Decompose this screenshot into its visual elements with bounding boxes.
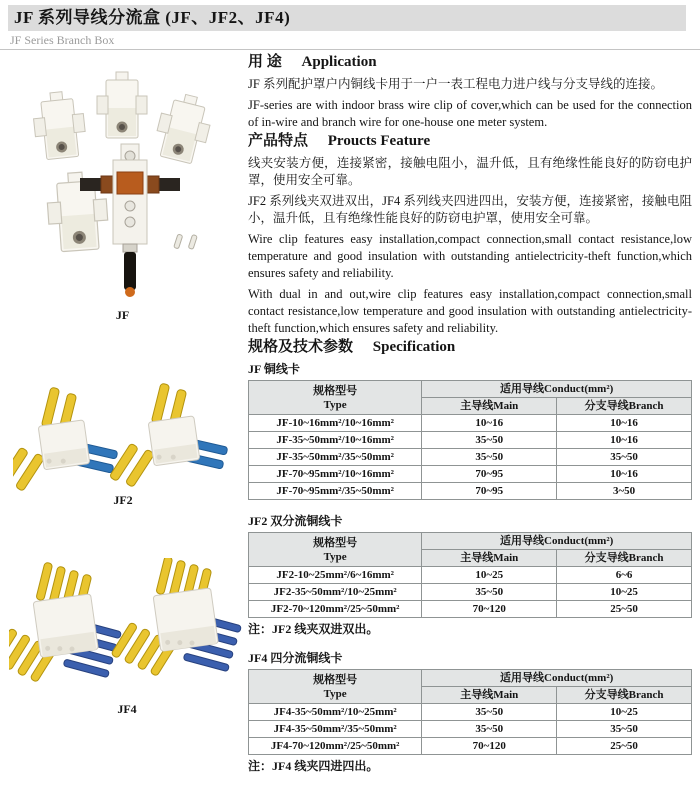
table-cell-branch-header: 分支导线Branch bbox=[557, 687, 692, 704]
table-row bbox=[249, 449, 692, 466]
table-cell: JF-35~50mm²/10~16mm² bbox=[249, 432, 422, 449]
jf-metal-terminals bbox=[173, 234, 197, 249]
table-cell: JF-70~95mm²/35~50mm² bbox=[249, 483, 422, 500]
table-cell: JF4-35~50mm²/35~50mm² bbox=[249, 721, 422, 738]
table-cell: 10~25 bbox=[557, 584, 692, 601]
table-cell: 35~50 bbox=[422, 449, 557, 466]
table-cell: 35~50 bbox=[422, 584, 557, 601]
table-cell-conduct-header: 适用导线Conduct(mm²) bbox=[422, 670, 692, 687]
table-row bbox=[249, 415, 692, 432]
page-title: JF 系列导线分流盒 (JF、JF2、JF4) bbox=[8, 5, 686, 31]
table-cell-type-header bbox=[249, 533, 422, 567]
jf-spec-table bbox=[248, 380, 692, 500]
features-text-en-1: Wire clip features easy installation,compact connection,small contact resistance,low temperature and good insulation with outstanding antielectricity-theft function,which ensures safety and reliability. bbox=[248, 232, 692, 280]
jf4-spec-table bbox=[248, 669, 692, 755]
jf4-table-caption: JF4 四分流铜线卡 bbox=[248, 651, 343, 665]
table-cell: JF2-35~50mm²/10~25mm² bbox=[249, 584, 422, 601]
page-subtitle: JF Series Branch Box bbox=[10, 33, 115, 47]
jf4-product-photo bbox=[9, 558, 245, 700]
table-row bbox=[249, 466, 692, 483]
table-cell: JF-70~95mm²/10~16mm² bbox=[249, 466, 422, 483]
jf2-product-photo bbox=[13, 383, 233, 491]
jf2-table-note: 注：JF2 线夹双进双出。 bbox=[248, 622, 379, 636]
type-header-en: Type bbox=[323, 550, 347, 563]
features-text-zh-2: JF2 系列线夹双进双出，JF4 系列线夹四进四出，安装方便，连接紧密，接触电阻小，温升低，且有绝缘性能良好的防窃电护罩，使用安全可靠。 bbox=[248, 194, 692, 225]
jf4-connector-right bbox=[111, 558, 242, 676]
table-cell-type-header bbox=[249, 381, 422, 415]
jf4-connector-left bbox=[9, 562, 121, 682]
header-divider bbox=[0, 49, 700, 50]
table-cell: 35~50 bbox=[557, 721, 692, 738]
specification-heading bbox=[248, 337, 692, 357]
application-text-zh: JF 系列配护罩户内铜线卡用于一户一表工程电力进户线与分支导线的连接。 bbox=[248, 77, 663, 91]
jf-clip-top-left bbox=[31, 90, 88, 161]
table-cell: 70~95 bbox=[422, 483, 557, 500]
figure-jf bbox=[15, 62, 230, 323]
table-header-row bbox=[249, 533, 692, 550]
table-cell-main-header: 主导线Main bbox=[422, 687, 557, 704]
table-cell: 10~16 bbox=[557, 415, 692, 432]
type-header-zh: 规格型号 bbox=[313, 673, 358, 686]
table-cell: JF2-70~120mm²/25~50mm² bbox=[249, 601, 422, 618]
features-heading bbox=[248, 131, 692, 151]
table-cell: 70~95 bbox=[422, 466, 557, 483]
table-row bbox=[249, 432, 692, 449]
table-row bbox=[249, 483, 692, 500]
jf2-table-caption: JF2 双分流铜线卡 bbox=[248, 514, 343, 528]
table-cell: 35~50 bbox=[557, 449, 692, 466]
jf2-connector-left bbox=[13, 387, 118, 491]
application-heading-zh: 用 途 bbox=[248, 54, 282, 70]
table-cell: 10~25 bbox=[557, 704, 692, 721]
table-cell-conduct-header: 适用导线Conduct(mm²) bbox=[422, 381, 692, 398]
table-cell-branch-header: 分支导线Branch bbox=[557, 550, 692, 567]
table-cell: 70~120 bbox=[422, 738, 557, 755]
table-cell: 25~50 bbox=[557, 601, 692, 618]
features-heading-en: Proucts Feature bbox=[327, 133, 431, 149]
table-cell-main-header: 主导线Main bbox=[422, 550, 557, 567]
application-heading bbox=[248, 52, 692, 72]
type-header-en: Type bbox=[323, 687, 347, 700]
table-cell-branch-header: 分支导线Branch bbox=[557, 398, 692, 415]
table-cell: JF4-70~120mm²/25~50mm² bbox=[249, 738, 422, 755]
content-column bbox=[248, 52, 692, 774]
application-text-en: JF-series are with indoor brass wire clip of cover,which can be used for the connection of in-wire and branch wire for one-house one meter system. bbox=[248, 98, 692, 129]
jf-figure-label: JF bbox=[115, 308, 130, 322]
features-text-zh-1: 线夹安装方便，连接紧密，接触电阻小，温升低，且有绝缘性能良好的防窃电护罩，使用安全可靠。 bbox=[248, 156, 692, 187]
table-cell: 35~50 bbox=[422, 721, 557, 738]
table-row bbox=[249, 738, 692, 755]
type-header-en: Type bbox=[323, 398, 347, 411]
type-header-zh: 规格型号 bbox=[313, 536, 358, 549]
jf-product-photo bbox=[18, 62, 228, 306]
table-cell: 3~50 bbox=[557, 483, 692, 500]
jf2-connector-right bbox=[109, 383, 228, 487]
table-cell: 25~50 bbox=[557, 738, 692, 755]
table-cell: JF2-10~25mm²/6~16mm² bbox=[249, 567, 422, 584]
table-cell: 35~50 bbox=[422, 704, 557, 721]
type-header-zh: 规格型号 bbox=[313, 384, 358, 397]
specification-heading-en: Specification bbox=[372, 339, 456, 355]
table-cell: 35~50 bbox=[422, 432, 557, 449]
table-cell-conduct-header: 适用导线Conduct(mm²) bbox=[422, 533, 692, 550]
table-cell: 10~25 bbox=[422, 567, 557, 584]
table-header-row bbox=[249, 670, 692, 687]
table-cell: JF-35~50mm²/35~50mm² bbox=[249, 449, 422, 466]
jf4-table-note: 注：JF4 线夹四进四出。 bbox=[248, 759, 379, 773]
jf-clip-top-right bbox=[151, 90, 215, 166]
features-heading-zh: 产品特点 bbox=[248, 133, 309, 149]
table-row bbox=[249, 601, 692, 618]
figure-jf2 bbox=[12, 383, 234, 508]
table-cell: 70~120 bbox=[422, 601, 557, 618]
jf-table-caption: JF 铜线卡 bbox=[248, 362, 300, 376]
table-cell: JF4-35~50mm²/10~25mm² bbox=[249, 704, 422, 721]
figure-jf4 bbox=[8, 558, 246, 717]
table-cell: 6~6 bbox=[557, 567, 692, 584]
jf4-figure-label: JF4 bbox=[117, 702, 137, 716]
application-heading-en: Application bbox=[301, 54, 377, 70]
jf2-figure-label: JF2 bbox=[113, 493, 133, 507]
specification-heading-zh: 规格及技术参数 bbox=[248, 339, 354, 355]
table-cell: 10~16 bbox=[557, 466, 692, 483]
table-cell: 10~16 bbox=[557, 432, 692, 449]
table-cell-type-header bbox=[249, 670, 422, 704]
table-cell: 10~16 bbox=[422, 415, 557, 432]
table-row bbox=[249, 721, 692, 738]
features-text-en-2: With dual in and out,wire clip features easy installation,compact connection,small contact resistance,low temperature and good insulation with outstanding antielectricity-theft function,which ensures safety and reliability. bbox=[248, 287, 692, 335]
table-cell: JF-10~16mm²/10~16mm² bbox=[249, 415, 422, 432]
jf2-spec-table bbox=[248, 532, 692, 618]
table-row bbox=[249, 584, 692, 601]
table-cell-main-header: 主导线Main bbox=[422, 398, 557, 415]
jf-clip-top-center bbox=[97, 72, 147, 138]
table-header-row bbox=[249, 381, 692, 398]
table-row bbox=[249, 567, 692, 584]
table-row bbox=[249, 704, 692, 721]
